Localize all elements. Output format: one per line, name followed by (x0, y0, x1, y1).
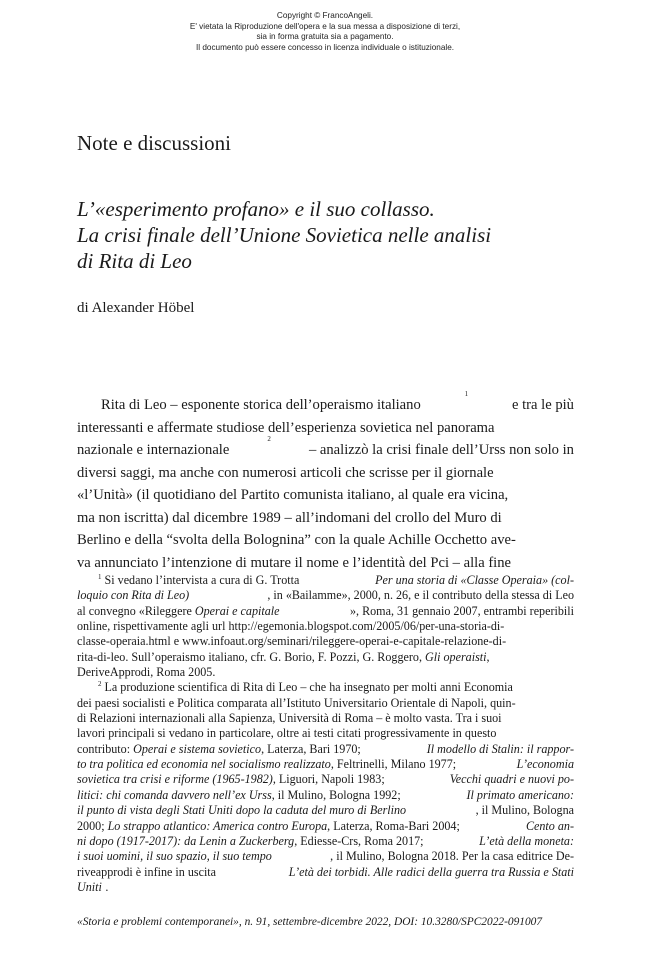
footnote-text-segment: , il Mulino, Bologna (475, 803, 574, 818)
footnote-text-segment: al convegno «Rileggere (77, 603, 195, 618)
footnote-ref-2: 2 (267, 435, 271, 443)
footnote-italic-segment: litici: chi comanda davvero nell’ex Urss (77, 787, 272, 802)
footnote-2-line (77, 834, 574, 849)
footnote-url-text: online, rispettivamente agli url http://egemonia.blogspot.com/2005/06/per-una-storia-di- (77, 619, 505, 634)
footnote-text-segment: », Roma, 31 gennaio 2007, entrambi reperibili (349, 603, 574, 618)
footnote-text-segment: di Relazioni internazionali alla Sapienza, Università di Roma – è molto vasta. Tra i suoi (77, 711, 502, 726)
footnote-italic-segment: Operai e sistema sovietico (133, 741, 262, 756)
body-line (77, 552, 574, 575)
footnote-text-segment: 2000; (77, 818, 108, 833)
footnote-text-segment: dei paesi socialisti e Politica comparata all’Istituto Universitario Orientale di Napoli, quin- (77, 695, 516, 710)
footnote-2-line (77, 803, 574, 818)
footnote-italic-segment: ni dopo (1917-2017): da Lenin a Zuckerberg (77, 833, 295, 848)
footnote-italic-segment: Operai e capitale (194, 603, 280, 618)
footnotes (77, 573, 574, 895)
footnote-text (77, 604, 280, 619)
body-text-segment: e tra le più (511, 397, 574, 413)
footnote-2-line (77, 757, 574, 772)
footnote-italic-segment: Uniti (77, 879, 102, 894)
footnote-italic-segment: loquio con Rita di Leo) (77, 588, 190, 603)
footnote-italic-segment: Per una storia di «Classe Operaia» (col- (375, 573, 574, 587)
footnote-italic-segment: Il modello di Stalin: il rappor- (426, 741, 574, 756)
footnote-text-segment: Si vedano l’intervista a cura di G. Trotta (104, 573, 300, 587)
body-line (77, 484, 574, 507)
footnote-mark-1: 1 (98, 573, 102, 581)
footnote-italic-segment: Cento an- (525, 818, 574, 833)
journal-citation-footer: «Storia e problemi contemporanei», n. 91, settembre-dicembre 2022, DOI: 10.3280/SPC2022-091007 (77, 916, 543, 928)
footnote-url-text: classe-operaia.html e www.infoaut.org/seminari/rileggere-operai-e-capitale-relazione-di- (77, 634, 507, 649)
body-text-segment: va annunciato l’intenzione di mutare il nome e l’identità del Pci – alla fine (77, 554, 512, 571)
footnote-1-line (77, 619, 574, 634)
footnote-1-line (77, 573, 574, 588)
footnote-text (77, 772, 385, 787)
section-heading: Note e discussioni (77, 131, 231, 155)
body-line (77, 529, 574, 552)
body-line (77, 417, 574, 440)
footnote-2-line (77, 788, 574, 803)
copyright-line: E' vietata la Riproduzione dell'opera e la sua messa a disposizione di terzi, (189, 21, 461, 31)
footnote-italic-segment: L’economia (516, 757, 574, 772)
footnote-text (77, 650, 490, 665)
copyright-notice (0, 11, 650, 53)
footnote-text-segment: , il Mulino, Bologna 2018. Per la casa editrice De- (330, 849, 574, 864)
footnote-italic-segment: il punto di vista degli Stati Uniti dopo la caduta del muro di Berlino (77, 803, 407, 818)
footnote-italic-segment: L’età della moneta: (479, 833, 574, 848)
body-text-segment: Berlino e della “svolta della Bolognina” con la quale Achille Occhetto ave- (77, 532, 516, 548)
footnote-text-segment: , Feltrinelli, Milano 1977; (330, 757, 457, 772)
footnote-1-line (77, 665, 574, 680)
footnote-text-segment: , in «Bailamme», 2000, n. 26, e il contributo della stessa di Leo (267, 588, 574, 603)
copyright-line: Copyright © FrancoAngeli. (276, 11, 374, 20)
footnote-text (77, 788, 401, 803)
footnote-text-segment: La produzione scientifica di Rita di Leo – che ha insegnato per molti anni Economia (104, 680, 513, 695)
footnote-2-line (77, 711, 574, 726)
footnote-italic-segment: L’età dei torbidi. Alle radici della guerra tra Russia e Stati (288, 864, 574, 879)
footnote-text-segment: , Laterza, Roma-Bari 2004; (327, 818, 460, 833)
footnote-mark-2: 2 (98, 680, 102, 689)
footnote-2-line (77, 680, 574, 695)
title-line: di Rita di Leo (77, 249, 192, 273)
footnote-italic-segment: sovietica tra crisi e riforme (1965-1982) (77, 772, 273, 787)
footnote-italic-segment: Vecchi quadri e nuovi po- (449, 772, 574, 787)
footnote-text-segment: riveapprodi è infine in uscita (77, 864, 217, 879)
copyright-line: sia in forma gratuita sia a pagamento. (256, 32, 394, 41)
copyright-line: Il documento può essere concesso in licenza individuale o istituzionale. (195, 42, 455, 52)
footnote-1-line (77, 588, 574, 603)
footnote-2-line (77, 726, 574, 741)
footnote-1-line (77, 634, 574, 649)
footnote-text (77, 880, 112, 895)
footnote-text-segment: , Laterza, Bari 1970; (261, 741, 361, 756)
footnote-text (98, 680, 513, 695)
footnote-text (77, 819, 460, 834)
footnote-text (77, 757, 456, 772)
title-line: La crisi finale dell’Unione Sovietica nelle analisi (77, 223, 492, 247)
footnote-text (77, 742, 361, 757)
footnote-italic-segment: i suoi uomini, il suo spazio, il suo tempo (77, 849, 272, 864)
body-text-segment: interessanti e affermate studiose dell’esperienza sovietica nel panorama (77, 419, 495, 436)
body-text-segment: «l’Unità» (il quotidiano del Partito comunista italiano, al quale era vicina, (77, 487, 509, 503)
footnote-text (77, 834, 424, 849)
body-text-segment: diversi saggi, ma anche con numerosi articoli che scrisse per il giornale (77, 464, 494, 481)
footnote-text-segment: , (486, 649, 490, 664)
footnote-2-line (77, 742, 574, 757)
footnote-text (98, 573, 299, 588)
footnote-text-segment: lavori principali si vedano in particolare, oltre ai testi citati progressivamente in questo (77, 726, 497, 741)
article-title (77, 196, 491, 274)
body-line (77, 435, 574, 462)
body-text-segment: nazionale e internazionale (77, 442, 230, 458)
body-text-segment: ma non iscritta) dal dicembre 1989 – all’indomani del crollo del Muro di (77, 509, 502, 526)
footnote-italic-segment: Lo strappo atlantico: America contro Europa (107, 818, 328, 833)
footnote-ref-1: 1 (464, 390, 469, 398)
footnote-italic-segment: Gli operaisti (425, 649, 487, 664)
body-text-segment: – analizzò la crisi finale dell’Urss non solo in (308, 442, 574, 458)
footnote-1-line (77, 650, 574, 665)
footnote-2-line (77, 880, 574, 895)
body-text-segment: Rita di Leo – esponente storica dell’operaismo italiano (101, 397, 421, 413)
footnote-italic-segment: to tra politica ed economia nel socialismo realizzato (77, 757, 331, 772)
footnote-text-segment: , Ediesse-Crs, Roma 2017; (294, 833, 424, 848)
footnote-text-segment: , Liguori, Napoli 1983; (272, 772, 385, 787)
footnote-1-line (77, 604, 574, 619)
footnote-2-line (77, 772, 574, 787)
body-line (77, 462, 574, 485)
footnote-italic-segment: Il primato americano: (466, 787, 574, 802)
title-line: L’«esperimento profano» e il suo collasso. (77, 197, 435, 221)
footnote-text-segment: contributo: (77, 741, 134, 756)
footnote-2-line (77, 865, 574, 880)
footnote-2-line (77, 696, 574, 711)
footnote-2-line (77, 849, 574, 864)
footnote-text-segment: , il Mulino, Bologna 1992; (271, 787, 401, 802)
footnote-text-segment: DeriveApprodi, Roma 2005. (77, 665, 216, 680)
footnote-text-segment: rita-di-leo. Sull’operaismo italiano, cfr. G. Borio, F. Pozzi, G. Roggero, (77, 649, 426, 664)
footnote-text-segment: . (105, 879, 109, 894)
body-line (77, 390, 574, 417)
author-byline: di Alexander Höbel (77, 300, 195, 316)
body-text (77, 390, 574, 574)
footnote-2-line (77, 819, 574, 834)
body-line (77, 507, 574, 530)
